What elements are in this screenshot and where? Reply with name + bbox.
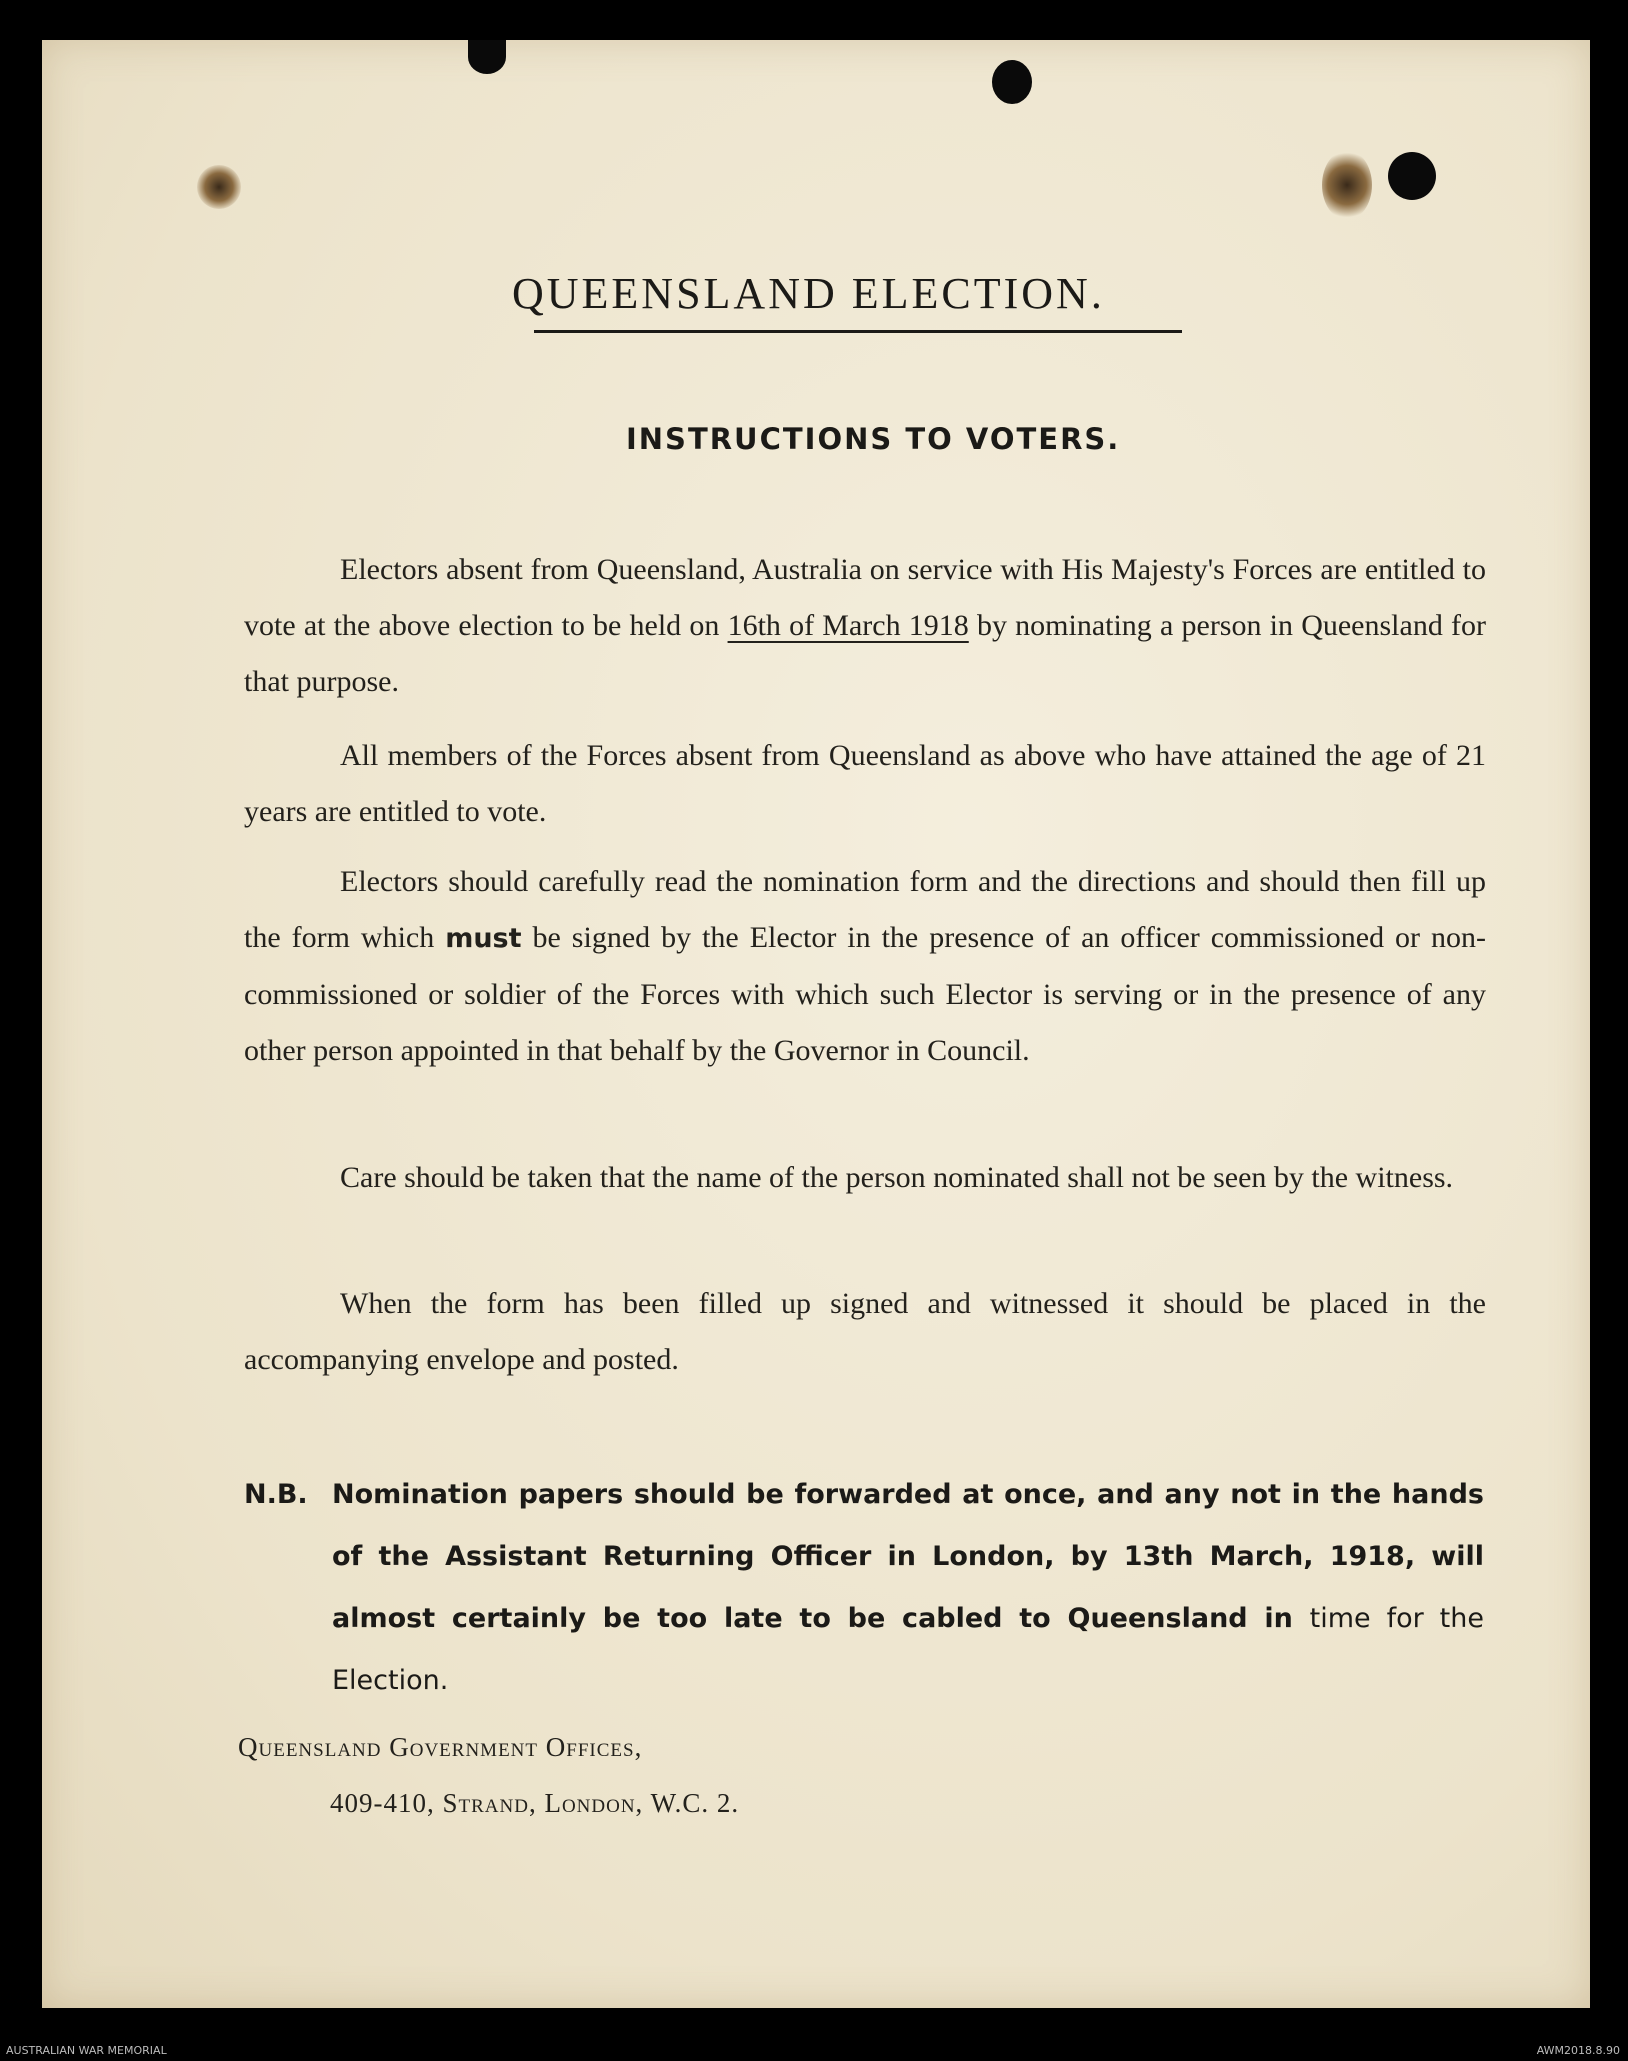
document-page — [42, 40, 1590, 2008]
document-subtitle: INSTRUCTIONS TO VOTERS. — [626, 422, 1121, 456]
paragraph-nomination-form: Electors should carefully read the nomination form and the directions and should then fill up the form which must be signed by the Elector in the presence of an officer commissioned or non-commissioned or soldier of the Forces with which such Elector is serving or in the presence of any other person appointed in that behalf by the Governor in Council. — [244, 865, 1486, 1067]
address-line-1: Queensland Government Offices, — [238, 1732, 643, 1762]
rust-stain — [1322, 150, 1372, 220]
paragraph-electors-absent: Electors absent from Queensland, Australia on service with His Majesty's Forces are entitled to vote at the above election to be held on 16th of March 1918 by nominating a person in Queensland for that purpose. — [244, 553, 1486, 698]
footer-accession-number: AWM2018.8.90 — [1536, 2044, 1620, 2057]
punch-hole — [1388, 152, 1436, 200]
emphasis-must: must — [445, 923, 522, 954]
title-underline — [534, 330, 1182, 333]
document-title: QUEENSLAND ELECTION. — [512, 269, 1105, 318]
nota-bene — [244, 1464, 1484, 1712]
punch-hole — [992, 60, 1032, 104]
punch-hole — [468, 40, 506, 74]
rust-stain — [197, 165, 241, 209]
paragraph-eligibility: All members of the Forces absent from Queensland as above who have attained the age of 21 years are entitled to vote. — [244, 739, 1486, 828]
nb-text: Nomination papers should be forwarded at once, and any not in the hands of the Assistant Returning Officer in London, by 13th March, 1918, will almost certainly be too late to be cabled to Queensland in time for the Election. — [332, 1479, 1484, 1696]
paragraph-posting: When the form has been filled up signed and witnessed it should be placed in the accompanying envelope and posted. — [244, 1287, 1486, 1376]
nb-label: N.B. — [244, 1479, 308, 1510]
election-date: 16th of March 1918 — [727, 609, 969, 642]
address-line-2: 409-410, Strand, London, W.C. 2. — [330, 1788, 740, 1818]
paragraph-witness: Care should be taken that the name of the person nominated shall not be seen by the witness. — [340, 1161, 1454, 1194]
footer-credit: AUSTRALIAN WAR MEMORIAL — [6, 2044, 167, 2057]
